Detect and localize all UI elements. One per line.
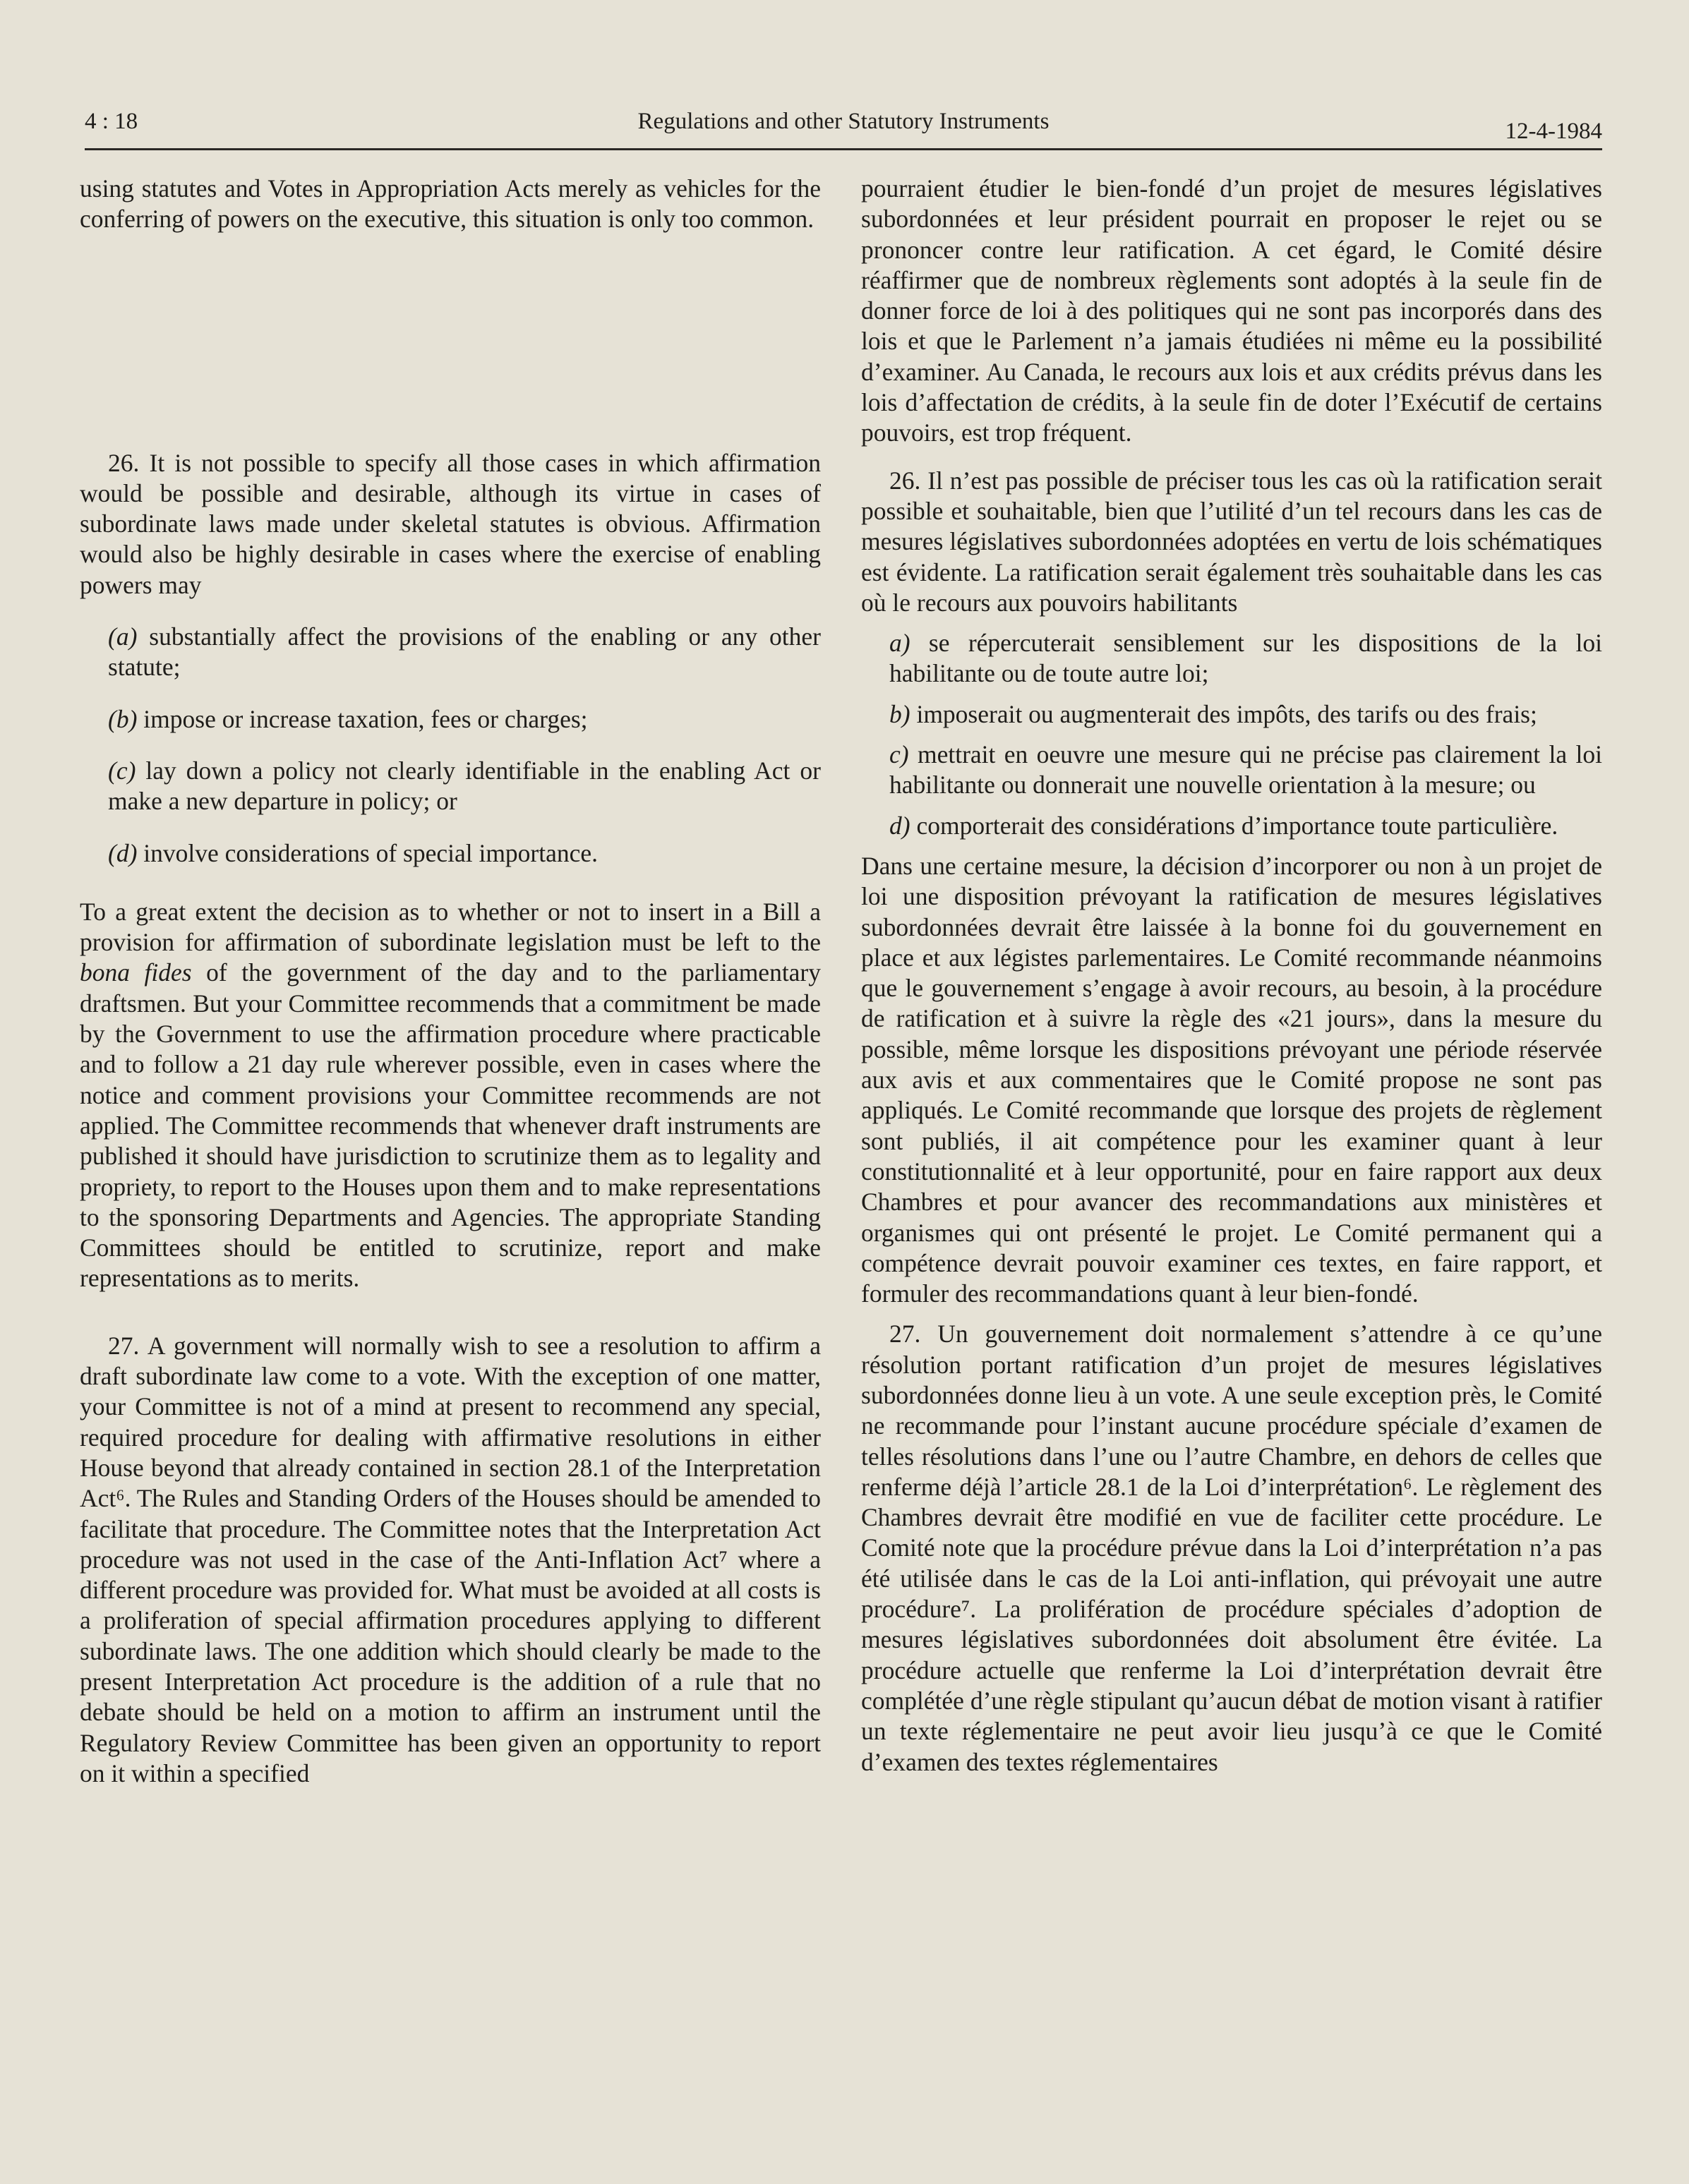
item-text: imposerait ou augmenterait des impôts, des tarifs ou des frais;: [916, 699, 1537, 728]
item-text: mettrait en oeuvre une mesure qui ne précise pas clairement la loi habilitante ou donnerait une nouvelle orientation à la mesure; ou: [889, 740, 1603, 800]
item-label: (b): [108, 704, 138, 733]
item-text: se répercuterait sensiblement sur les dispositions de la loi habilitante ou de toute autre loi;: [889, 629, 1602, 688]
item-text: impose or increase taxation, fees or charges;: [143, 704, 588, 733]
paragraph-27: 27. A government will normally wish to see a resolution to affirm a draft subordinate law come to a vote. With the exception of one matter, your Committee is not of a mind at present to recommend any special, required procedure for dealing with affirmative resolutions in either House beyond that already contained in section 28.1 of the Interpretation Act⁶. The Rules and Standing Orders of the Houses should be amended to facilitate that procedure. The Committee notes that the Interpretation Act procedure was not used in the case of the Anti-Inflation Act⁷ where a different procedure was provided for. What must be avoided at all costs is a proliferation of special affirmation procedures applying to different subordinate laws. The one addition which should clearly be made to the present Interpretation Act procedure is the addition of a rule that no debate should be held on a motion to affirm an instrument until the Regulatory Review Committee has been given an opportunity to report on it within a specified: [80, 1331, 821, 1787]
page-number: 4 : 18: [85, 109, 138, 134]
item-label: (d): [108, 838, 138, 867]
paragraph-26: 26. It is not possible to specify all those cases in which affirmation would be possible and desirable, although its virtue in cases of subordinate laws made under skeletal statutes is obvious. Affirmation would also be highly desirable in cases where the exercise of enabling powers may: [80, 448, 821, 599]
paragraph-26: 26. Il n’est pas possible de préciser tous les cas où la ratification serait possible et souhaitable, bien que l’utilité d’un tel recours dans les cas de mesures législatives subordonnées adoptées en vertu de lois schématiques est évidente. La ratification serait également très souhaitable dans les cas où le recours aux pouvoirs habilitants: [861, 466, 1602, 617]
item-text: substantially affect the provisions of the enabling or any other statute;: [108, 622, 821, 682]
item-label: c): [889, 740, 909, 769]
item-label: d): [889, 811, 910, 840]
paragraph-27: 27. Un gouvernement doit normalement s’attendre à ce qu’une résolution portant ratification d’un projet de mesures législatives subordonnées donne lieu à un vote. A une seule exception près, le Comité ne recommande pour l’instant aucune procédure spéciale d’examen de telles résolutions dans l’une ou l’autre Chambre, en dehors de celles que renferme déjà l’article 28.1 de la Loi d’interprétation⁶. Le règlement des Chambres devrait être modifié en vue de faciliter cette procédure. Le Comité note que la procédure prévue dans la Loi d’interprétation n’a pas été utilisée dans le cas de la Loi anti-inflation, qui prévoyait une autre procédure⁷. La prolifération de procédure spéciales d’adoption de mesures législatives subordonnées doit absolument être évitée. La procédure actuelle que renferme la Loi d’interprétation devrait être complétée d’une règle stipulant qu’aucun débat de motion visant à ratifier un texte réglementaire ne peut avoir lieu jusqu’à ce que le Comité d’examen des textes réglementaires: [861, 1320, 1602, 1776]
english-column: [80, 174, 821, 1789]
list-item: [861, 628, 1602, 689]
list-item: [861, 740, 1602, 801]
item-label: b): [889, 699, 910, 728]
item-label: (a): [108, 622, 138, 651]
item-text: lay down a policy not clearly identifiable in the enabling Act or make a new departure in policy; or: [108, 756, 821, 816]
continuation-paragraph: using statutes and Votes in Appropriation Acts merely as vehicles for the conferring of powers on the executive, this situation is only too common.: [80, 174, 821, 234]
rec-text-after: of the government of the day and to the parliamentary draftsmen. But your Committee recommends that a commitment be made by the Government to use the affirmation procedure where practicable and to follow a 21 day rule wherever possible, even in cases where the notice and comment provisions your Committee recommends are not applied. The Committee recommends that whenever draft instruments are published it should have jurisdiction to scrutinize them as to legality and propriety, to report to the Houses upon them and to make representations to the sponsoring Departments and Agencies. The appropriate Standing Committees should be entitled to scrutinize, report and make representations as to merits.: [80, 958, 822, 1293]
item-text: involve considerations of special importance.: [143, 838, 599, 867]
list-item: [80, 756, 821, 817]
list-item: [80, 622, 821, 683]
recommendation-paragraph: Dans une certaine mesure, la décision d’incorporer ou non à un projet de loi une disposition prévoyant la ratification de mesures législatives subordonnées devrait être laissée à la bonne foi du gouvernement en place et aux légistes parlementaires. Le Comité recommande néanmoins que le gouvernement s’engage à avoir recours, au besoin, à la procédure de ratification et à suivre la règle des «21 jours», dans la mesure du possible, même lorsque les dispositions prévoyant une période réservée aux avis et aux commentaires que le Comité propose ne sont pas appliqués. Le Comité recommande que lorsque des projets de règlement sont publiés, il ait compétence pour les examiner quant à leur constitutionnalité et à leur opportunité, pour en faire rapport aux deux Chambres et pour avancer des recommandations aux ministères et organismes qui ont présenté le projet. Le Comité permanent qui a compétence devrait pouvoir examiner ces textes, en faire rapport, et formuler des recommandations quant à leur bien-fondé.: [861, 851, 1602, 1308]
rec-text-before: To a great extent the decision as to whether or not to insert in a Bill a provision for affirmation of subordinate legislation must be left to the: [80, 897, 821, 957]
item-label: a): [889, 629, 910, 658]
running-title: Regulations and other Statutory Instruments: [637, 109, 1050, 134]
continuation-paragraph: pourraient étudier le bien-fondé d’un projet de mesures législatives subordonnées et leur président pourrait en proposer le rejet ou se prononcer contre leur ratification. A cet égard, le Comité désire réaffirmer que de nombreux règlements sont adoptés à la seule fin de donner force de loi à des politiques qui ne sont pas incorporés dans des lois et que le Parlement n’a jamais étudiées ni même eu la possibilité d’examiner. Au Canada, le recours aux lois et aux crédits prévus dans les lois d’affectation de crédits, à la seule fin de doter l’Exécutif de certains pouvoirs, est trop fréquent.: [861, 174, 1602, 447]
rec-italic-term: bona fides: [80, 958, 192, 987]
running-header: [85, 106, 1602, 150]
list-item: [861, 699, 1602, 730]
item-label: (c): [108, 756, 136, 785]
list-item: [80, 838, 821, 869]
list-item: [861, 811, 1602, 841]
french-column: [861, 174, 1602, 1778]
header-date: 12-4-1984: [1505, 119, 1602, 144]
list-item: [80, 704, 821, 735]
item-text: comporterait des considérations d’importance toute particulière.: [916, 811, 1558, 840]
recommendation-paragraph: [80, 897, 821, 1294]
